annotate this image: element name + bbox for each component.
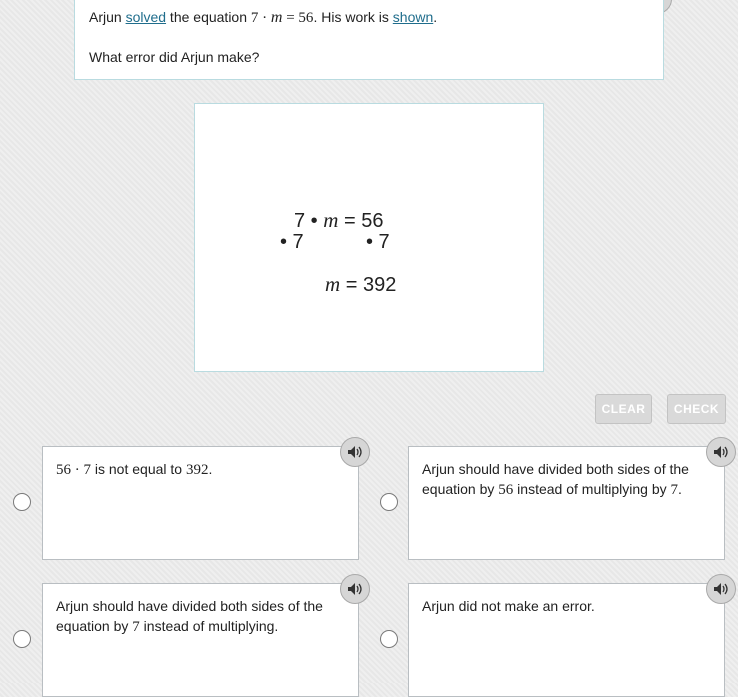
prompt-text: . His work is	[313, 9, 393, 25]
prompt-text: Arjun	[89, 9, 126, 25]
equation-part: 7 ·	[250, 10, 271, 26]
speaker-icon	[706, 437, 736, 467]
solved-link[interactable]: solved	[125, 9, 167, 25]
work-variable: m	[323, 208, 339, 232]
work-left-multiplier: • 7	[280, 231, 304, 253]
equation-variable: m	[270, 9, 283, 26]
clear-button[interactable]: CLEAR	[595, 394, 652, 424]
choice-a-radio[interactable]	[13, 493, 31, 511]
choice-d[interactable]	[408, 583, 725, 697]
work-rhs: = 56	[338, 210, 384, 232]
choice-text: .	[678, 481, 682, 497]
check-button[interactable]: CHECK	[667, 394, 726, 424]
equation-part: = 56	[282, 10, 314, 26]
shown-link[interactable]: shown	[392, 9, 434, 25]
choice-text: Arjun should have divided both sides of the equation by	[422, 461, 689, 497]
work-line-1	[294, 208, 383, 233]
choice-a-audio-button[interactable]	[340, 437, 370, 467]
choice-math: 7	[132, 619, 140, 635]
choice-math: 7	[670, 482, 678, 498]
choice-text: instead of multiplying by	[513, 481, 671, 497]
speaker-icon	[340, 437, 370, 467]
choice-c-radio[interactable]	[13, 630, 31, 648]
choice-b-radio[interactable]	[380, 493, 398, 511]
choice-text: is not equal to	[91, 461, 186, 477]
work-lhs: 7 •	[294, 210, 324, 232]
work-result	[325, 272, 396, 297]
choice-math: 56	[498, 482, 514, 498]
work-right-multiplier: • 7	[366, 231, 390, 253]
choice-text: instead of multiplying.	[139, 618, 279, 634]
choice-c-audio-button[interactable]	[340, 574, 370, 604]
prompt-line	[89, 7, 437, 28]
work-variable: m	[325, 272, 341, 296]
speaker-icon	[706, 574, 736, 604]
choice-b[interactable]	[408, 446, 725, 560]
prompt-text: the equation	[166, 9, 251, 25]
choice-d-audio-button[interactable]	[706, 574, 736, 604]
question-prompt	[74, 0, 664, 80]
choice-text: .	[208, 461, 213, 477]
choice-text: Arjun should have divided both sides of the equation by	[56, 598, 323, 634]
question-text: What error did Arjun make?	[89, 49, 260, 65]
choice-c[interactable]	[42, 583, 359, 697]
equation	[251, 10, 314, 26]
choice-math: 56 · 7	[56, 462, 91, 478]
choice-d-radio[interactable]	[380, 630, 398, 648]
work-panel	[194, 103, 544, 372]
prompt-text: .	[433, 9, 438, 25]
choice-text: Arjun did not make an error.	[422, 598, 595, 614]
speaker-icon	[340, 574, 370, 604]
choice-math: 392	[185, 462, 209, 478]
choice-b-audio-button[interactable]	[706, 437, 736, 467]
choice-a[interactable]	[42, 446, 359, 560]
work-rhs: = 392	[340, 274, 397, 296]
